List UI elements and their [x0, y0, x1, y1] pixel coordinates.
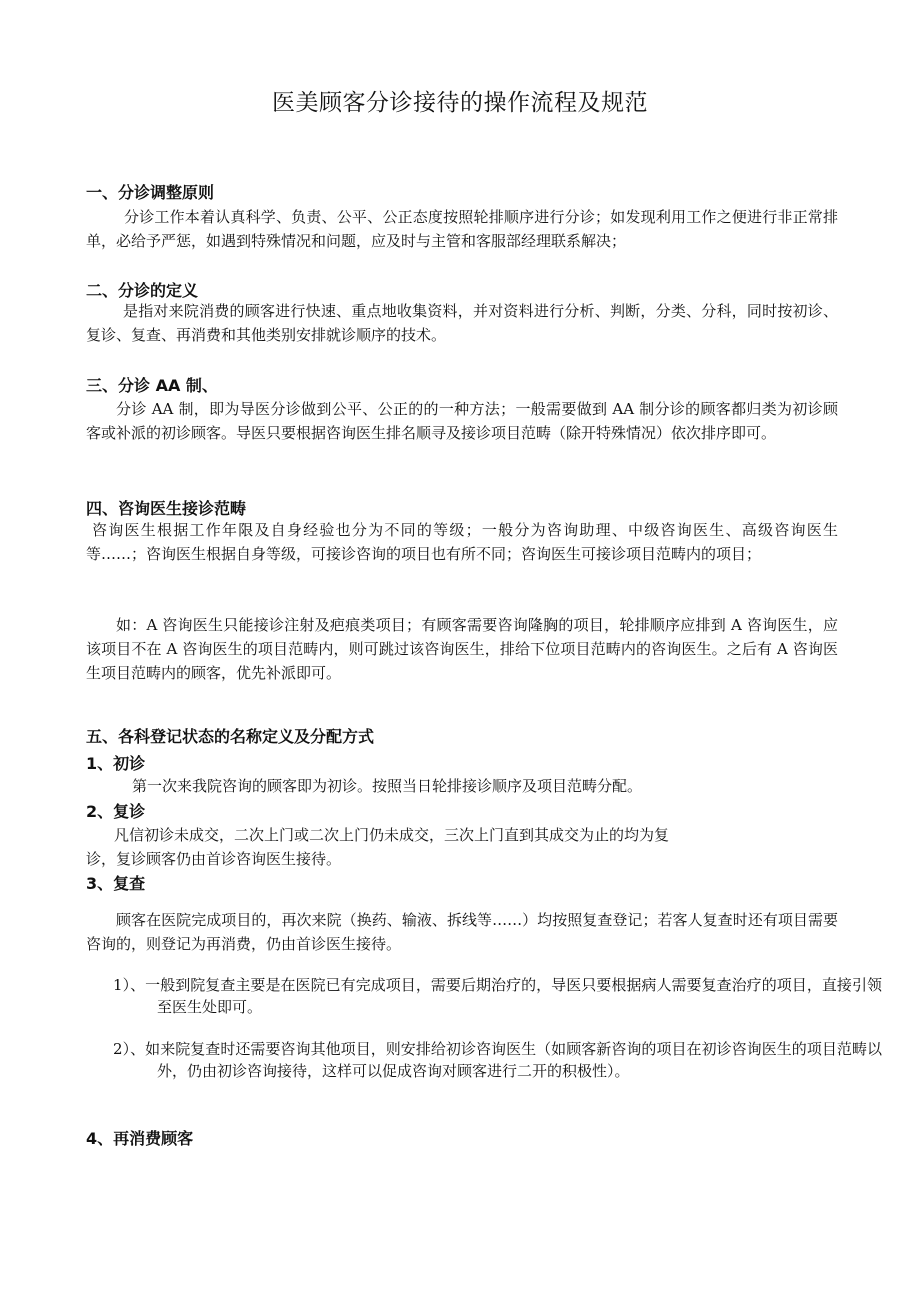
section-1-paragraph: 分诊工作本着认真科学、负责、公平、公正态度按照轮排顺序进行分诊；如发现利用工作之便进行非正常排单，必给予严惩，如遇到特殊情况和问题，应及时与主管和客服部经理联系解决； — [86, 208, 838, 250]
sub-3-paragraph: 顾客在医院完成项目的，再次来院（换药、输液、拆线等……）均按照复查登记；若客人复查时还有项目需要咨询的，则登记为再消费，仍由首诊医生接待。 — [86, 911, 838, 953]
sub-3-list-item-1: 1）、一般到院复查主要是在医院已有完成项目，需要后期治疗的，导医只要根据病人需要复查治疗的项目，直接引领至医生处即可。 — [113, 976, 882, 1016]
section-2-heading: 二、分诊的定义 — [86, 281, 199, 300]
section-2-paragraph: 是指对来院消费的顾客进行快速、重点地收集资料，并对资料进行分析、判断，分类、分科，同时按初诊、复诊、复查、再消费和其他类别安排就诊顺序的技术。 — [86, 302, 838, 344]
section-4-heading: 四、咨询医生接诊范畴 — [86, 499, 247, 518]
document-title: 医美顾客分诊接待的操作流程及规范 — [272, 90, 648, 116]
sub-3-heading: 3、复查 — [86, 874, 146, 893]
sub-2-line-1: 凡信初诊未成交，二次上门或二次上门仍未成交，三次上门直到其成交为止的均为复 — [114, 826, 670, 844]
sub-1-paragraph: 第一次来我院咨询的顾客即为初诊。按照当日轮排接诊顺序及项目范畴分配。 — [132, 777, 643, 795]
section-4-example: 如：A 咨询医生只能接诊注射及疤痕类项目；有顾客需要咨询隆胸的项目，轮排顺序应排到 A 咨询医生，应该项目不在 A 咨询医生的项目范畴内，则可跳过该咨询医生，排给下位项目范畴内的咨询医生。之后有 A 咨询医生项目范畴内的顾客，优先补派即可。 — [86, 616, 838, 682]
section-1-heading: 一、分诊调整原则 — [86, 183, 215, 202]
section-3-heading: 三、分诊 AA 制、 — [86, 376, 218, 395]
sub-1-heading: 1、初诊 — [86, 754, 146, 773]
section-4-paragraph: 咨询医生根据工作年限及自身经验也分为不同的等级；一般分为咨询助理、中级咨询医生、高级咨询医生等……；咨询医生根据自身等级，可接诊咨询的项目也有所不同；咨询医生可接诊项目范畴内的项目； — [86, 521, 838, 563]
sub-4-heading: 4、再消费顾客 — [86, 1129, 194, 1148]
section-5-heading: 五、各科登记状态的名称定义及分配方式 — [86, 727, 375, 746]
sub-2-heading: 2、复诊 — [86, 802, 146, 821]
section-3-paragraph: 分诊 AA 制，即为导医分诊做到公平、公正的的一种方法；一般需要做到 AA 制分诊的顾客都归类为初诊顾客或补派的初诊顾客。导医只要根据咨询医生排名顺寻及接诊项目范畴（除开特殊情况）依次排序即可。 — [86, 400, 838, 442]
sub-3-list-item-2: 2）、如来院复查时还需要咨询其他项目，则安排给初诊咨询医生（如顾客新咨询的项目在初诊咨询医生的项目范畴以外，仍由初诊咨询接待，这样可以促成咨询对顾客进行二开的积极性）。 — [113, 1040, 882, 1080]
sub-2-line-2: 诊，复诊顾客仍由首诊咨询医生接待。 — [86, 850, 342, 868]
